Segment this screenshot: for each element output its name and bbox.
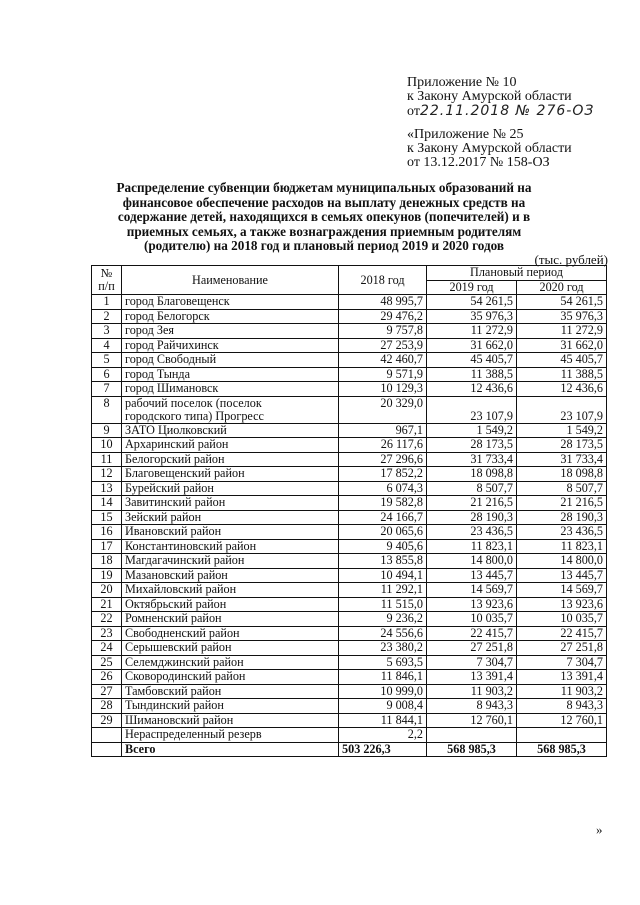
row-number: 15 [92, 510, 122, 525]
value-2020: 11 823,1 [517, 539, 607, 554]
row-number: 20 [92, 583, 122, 598]
row-number: 9 [92, 423, 122, 438]
value-2018: 23 380,2 [339, 641, 427, 656]
table-row [92, 452, 607, 467]
row-name: город Райчихинск [122, 338, 339, 353]
title-line: (родителю) на 2018 год и плановый период 2019 и 2020 годов [143, 238, 505, 253]
value-2019: 13 923,6 [427, 597, 517, 612]
value-2019: 21 216,5 [427, 496, 517, 511]
row-name-line: городского типа) Прогресс [125, 408, 264, 423]
table-row [92, 467, 607, 482]
row-number: 29 [92, 713, 122, 728]
table-row [92, 525, 607, 540]
value-2019: 35 976,3 [427, 309, 517, 324]
row-number: 1 [92, 295, 122, 310]
table-row [92, 382, 607, 397]
row-number [92, 728, 122, 743]
table-row [92, 554, 607, 569]
row-name-line: рабочий поселок (поселок [125, 396, 262, 410]
value-2020: 23 107,9 [517, 396, 607, 423]
value-2019: 11 388,5 [427, 367, 517, 382]
value-2020: 45 405,7 [517, 353, 607, 368]
value-2018: 9 236,2 [339, 612, 427, 627]
total-2018: 503 226,3 [339, 742, 427, 757]
value-2020 [517, 728, 607, 743]
table-row [92, 728, 607, 743]
row-name: Мазановский район [122, 568, 339, 583]
appendix-date-prefix: от [407, 104, 420, 119]
value-2018: 11 515,0 [339, 597, 427, 612]
row-number: 23 [92, 626, 122, 641]
table-row [92, 438, 607, 453]
row-number: 25 [92, 655, 122, 670]
value-2018: 42 460,7 [339, 353, 427, 368]
value-2018: 11 292,1 [339, 583, 427, 598]
row-number: 17 [92, 539, 122, 554]
value-2019: 11 903,2 [427, 684, 517, 699]
table-row [92, 367, 607, 382]
value-2019: 1 549,2 [427, 423, 517, 438]
value-2019: 27 251,8 [427, 641, 517, 656]
row-name: Серышевский район [122, 641, 339, 656]
table-row [92, 324, 607, 339]
header-2019: 2019 год [427, 280, 517, 295]
table-row [92, 423, 607, 438]
value-2019: 28 190,3 [427, 510, 517, 525]
total-row [92, 742, 607, 757]
table-row [92, 295, 607, 310]
row-name: Тамбовский район [122, 684, 339, 699]
value-2018: 11 844,1 [339, 713, 427, 728]
row-number: 4 [92, 338, 122, 353]
row-number: 27 [92, 684, 122, 699]
row-name: Селемджинский район [122, 655, 339, 670]
value-2019: 8 943,3 [427, 699, 517, 714]
header-2018: 2018 год [339, 266, 427, 295]
value-2020: 8 943,3 [517, 699, 607, 714]
table-row [92, 338, 607, 353]
table-row [92, 713, 607, 728]
value-2018: 26 117,6 [339, 438, 427, 453]
value-2018: 17 852,2 [339, 467, 427, 482]
value-2019: 31 733,4 [427, 452, 517, 467]
quoted-appendix-header [407, 128, 572, 170]
row-number: 14 [92, 496, 122, 511]
table-row [92, 626, 607, 641]
value-2018: 10 129,3 [339, 382, 427, 397]
row-name: Благовещенский район [122, 467, 339, 482]
value-2019 [427, 728, 517, 743]
value-2019: 11 272,9 [427, 324, 517, 339]
appendix-header [407, 76, 594, 119]
row-name: Зейский район [122, 510, 339, 525]
value-2020: 1 549,2 [517, 423, 607, 438]
row-name: Нераспределенный резерв [122, 728, 339, 743]
total-label: Всего [122, 742, 339, 757]
header-number [92, 266, 122, 295]
row-number: 21 [92, 597, 122, 612]
value-2020: 11 272,9 [517, 324, 607, 339]
total-number [92, 742, 122, 757]
row-name: город Тында [122, 367, 339, 382]
row-number: 22 [92, 612, 122, 627]
row-name: Сковородинский район [122, 670, 339, 685]
total-2020: 568 985,3 [517, 742, 607, 757]
row-number: 10 [92, 438, 122, 453]
subvention-table [91, 265, 607, 757]
value-2018: 10 999,0 [339, 684, 427, 699]
title-line: содержание детей, находящихся в семьях опекунов (попечителей) и в [117, 209, 531, 224]
value-2019: 23 107,9 [427, 396, 517, 423]
table-row [92, 568, 607, 583]
table-body [92, 295, 607, 757]
value-2020: 14 569,7 [517, 583, 607, 598]
document-title [100, 181, 548, 254]
total-2019: 568 985,3 [427, 742, 517, 757]
table-row [92, 699, 607, 714]
row-number: 19 [92, 568, 122, 583]
value-2019: 54 261,5 [427, 295, 517, 310]
table-row [92, 510, 607, 525]
row-name: Завитинский район [122, 496, 339, 511]
appendix-date-line [407, 104, 594, 119]
value-2020: 13 391,4 [517, 670, 607, 685]
value-2018: 9 757,8 [339, 324, 427, 339]
value-2018: 5 693,5 [339, 655, 427, 670]
value-2018: 9 571,9 [339, 367, 427, 382]
row-number: 5 [92, 353, 122, 368]
value-2018: 24 166,7 [339, 510, 427, 525]
row-name: Свободненский район [122, 626, 339, 641]
header-2020: 2020 год [517, 280, 607, 295]
row-number: 3 [92, 324, 122, 339]
value-2020: 23 436,5 [517, 525, 607, 540]
value-2019: 14 569,7 [427, 583, 517, 598]
row-name: город Свободный [122, 353, 339, 368]
table-row [92, 670, 607, 685]
value-2018: 20 329,0 [339, 396, 427, 423]
value-2018: 10 494,1 [339, 568, 427, 583]
value-2019: 18 098,8 [427, 467, 517, 482]
row-name: Ивановский район [122, 525, 339, 540]
value-2019: 7 304,7 [427, 655, 517, 670]
row-name: Ромненский район [122, 612, 339, 627]
value-2020: 7 304,7 [517, 655, 607, 670]
value-2020: 31 662,0 [517, 338, 607, 353]
value-2020: 21 216,5 [517, 496, 607, 511]
row-name: город Белогорск [122, 309, 339, 324]
value-2019: 14 800,0 [427, 554, 517, 569]
quoted-appendix-date: от 13.12.2017 № 158-ОЗ [407, 155, 550, 170]
value-2020: 8 507,7 [517, 481, 607, 496]
value-2020: 13 923,6 [517, 597, 607, 612]
value-2019: 23 436,5 [427, 525, 517, 540]
value-2018: 20 065,6 [339, 525, 427, 540]
value-2018: 967,1 [339, 423, 427, 438]
table-row [92, 309, 607, 324]
value-2018: 27 296,6 [339, 452, 427, 467]
row-number: 6 [92, 367, 122, 382]
appendix-law: к Закону Амурской области [407, 89, 572, 104]
value-2019: 12 760,1 [427, 713, 517, 728]
closing-quote: » [596, 822, 603, 837]
value-2020: 12 760,1 [517, 713, 607, 728]
row-name: город Зея [122, 324, 339, 339]
value-2020: 31 733,4 [517, 452, 607, 467]
row-name: ЗАТО Циолковский [122, 423, 339, 438]
title-line: Распределение субвенции бюджетам муниципальных образований на [116, 180, 532, 195]
row-name: Тындинский район [122, 699, 339, 714]
row-name: Белогорский район [122, 452, 339, 467]
quoted-appendix-law: к Закону Амурской области [407, 141, 572, 156]
value-2020: 11 903,2 [517, 684, 607, 699]
header-number-abbr: п/п [98, 279, 115, 293]
units-label: (тыс. рублей) [534, 252, 608, 267]
value-2019: 8 507,7 [427, 481, 517, 496]
row-number: 7 [92, 382, 122, 397]
row-number: 28 [92, 699, 122, 714]
value-2018: 11 846,1 [339, 670, 427, 685]
value-2019: 31 662,0 [427, 338, 517, 353]
table-row [92, 539, 607, 554]
value-2018: 13 855,8 [339, 554, 427, 569]
row-name: Октябрьский район [122, 597, 339, 612]
value-2019: 10 035,7 [427, 612, 517, 627]
value-2020: 54 261,5 [517, 295, 607, 310]
value-2019: 12 436,6 [427, 382, 517, 397]
value-2018: 9 405,6 [339, 539, 427, 554]
table-row [92, 396, 607, 423]
row-number: 12 [92, 467, 122, 482]
table-row [92, 597, 607, 612]
table-row [92, 684, 607, 699]
value-2019: 13 445,7 [427, 568, 517, 583]
row-name: город Шимановск [122, 382, 339, 397]
value-2018: 6 074,3 [339, 481, 427, 496]
value-2019: 13 391,4 [427, 670, 517, 685]
table-row [92, 612, 607, 627]
value-2020: 11 388,5 [517, 367, 607, 382]
table-row [92, 353, 607, 368]
value-2020: 22 415,7 [517, 626, 607, 641]
value-2018: 27 253,9 [339, 338, 427, 353]
table-row [92, 481, 607, 496]
row-name: Бурейский район [122, 481, 339, 496]
row-number: 24 [92, 641, 122, 656]
value-2020: 10 035,7 [517, 612, 607, 627]
row-number: 26 [92, 670, 122, 685]
value-2018: 48 995,7 [339, 295, 427, 310]
title-line: финансовое обеспечение расходов на выплату денежных средств на [122, 194, 526, 210]
value-2019: 28 173,5 [427, 438, 517, 453]
title-line: приемных семьях, а также вознаграждения приемным родителям [126, 223, 522, 239]
row-name: Архаринский район [122, 438, 339, 453]
value-2020: 14 800,0 [517, 554, 607, 569]
header-name: Наименование [122, 266, 339, 295]
table-row [92, 641, 607, 656]
row-number: 13 [92, 481, 122, 496]
row-number: 11 [92, 452, 122, 467]
table-row [92, 496, 607, 511]
value-2020: 28 173,5 [517, 438, 607, 453]
row-number: 18 [92, 554, 122, 569]
value-2018: 24 556,6 [339, 626, 427, 641]
value-2019: 22 415,7 [427, 626, 517, 641]
value-2020: 12 436,6 [517, 382, 607, 397]
row-number: 16 [92, 525, 122, 540]
table-row [92, 655, 607, 670]
value-2020: 13 445,7 [517, 568, 607, 583]
handwritten-date-number: 22.11.2018 № 276-ОЗ [419, 103, 595, 119]
quoted-appendix-number: «Приложение № 25 [407, 127, 524, 142]
row-name: Константиновский район [122, 539, 339, 554]
row-name: Михайловский район [122, 583, 339, 598]
value-2020: 28 190,3 [517, 510, 607, 525]
value-2020: 18 098,8 [517, 467, 607, 482]
row-name: Шимановский район [122, 713, 339, 728]
row-name: город Благовещенск [122, 295, 339, 310]
value-2018: 19 582,8 [339, 496, 427, 511]
value-2020: 27 251,8 [517, 641, 607, 656]
value-2020: 35 976,3 [517, 309, 607, 324]
table-row [92, 583, 607, 598]
value-2019: 11 823,1 [427, 539, 517, 554]
header-number-sign: № [100, 266, 113, 280]
row-name: Магдагачинский район [122, 554, 339, 569]
row-name [122, 396, 339, 423]
header-planned-period: Плановый период [427, 266, 607, 281]
row-number: 2 [92, 309, 122, 324]
appendix-number: Приложение № 10 [407, 75, 517, 90]
value-2018: 2,2 [339, 728, 427, 743]
value-2018: 29 476,2 [339, 309, 427, 324]
value-2019: 45 405,7 [427, 353, 517, 368]
row-number: 8 [92, 396, 122, 423]
value-2018: 9 008,4 [339, 699, 427, 714]
